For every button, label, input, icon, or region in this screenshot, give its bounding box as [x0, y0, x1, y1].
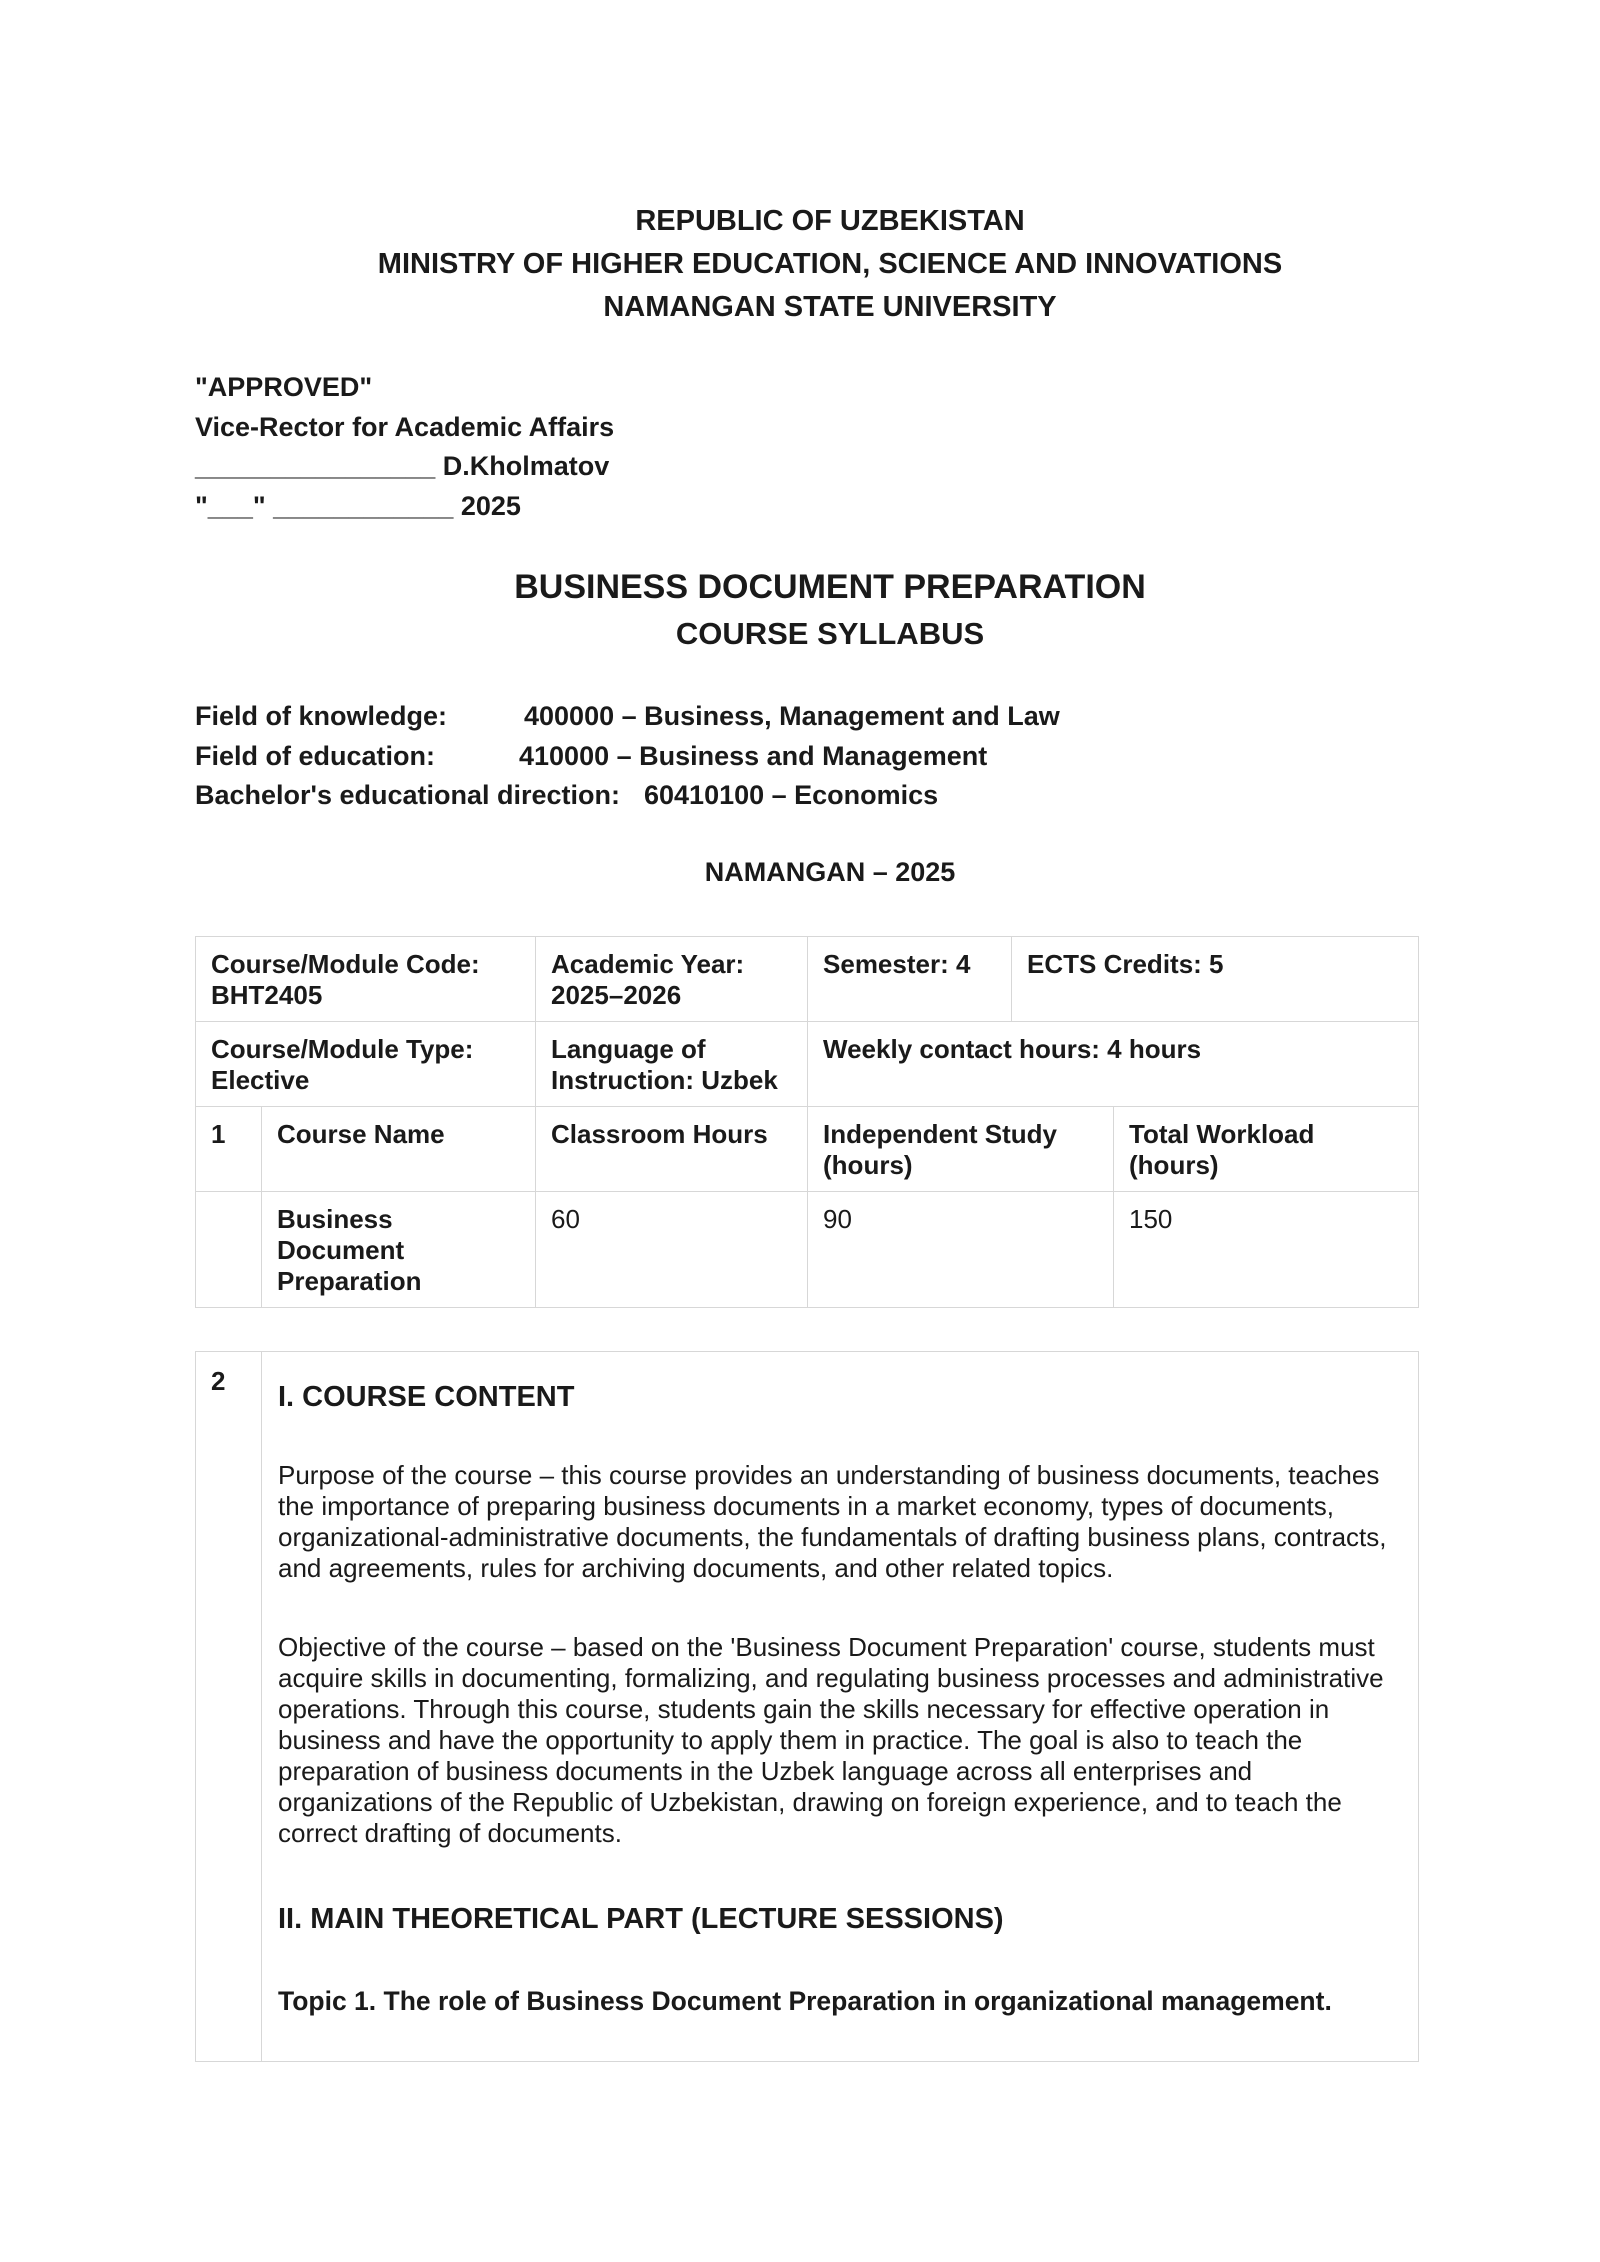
- content-cell: [262, 1352, 1419, 2062]
- weekly-hours-cell: Weekly contact hours: 4 hours: [808, 1022, 1419, 1107]
- table-row: [196, 1022, 1419, 1107]
- course-name-header: Course Name: [262, 1107, 536, 1192]
- field-label: Field of knowledge:: [195, 701, 448, 731]
- course-code-cell: Course/Module Code: BHT2405: [196, 937, 536, 1022]
- course-type-cell: Course/Module Type: Elective: [196, 1022, 536, 1107]
- ects-cell: ECTS Credits: 5: [1012, 937, 1419, 1022]
- table-row: [196, 937, 1419, 1022]
- country-name: REPUBLIC OF UZBEKISTAN: [635, 205, 1025, 237]
- document-header: [0, 200, 1600, 329]
- section-heading: I. COURSE CONTENT: [278, 1381, 575, 1413]
- field-label: Field of education:: [195, 740, 435, 771]
- classroom-hours-header: Classroom Hours: [536, 1107, 808, 1192]
- ministry-name: MINISTRY OF HIGHER EDUCATION, SCIENCE AND INNOVATIONS: [377, 248, 1283, 280]
- approval-block: [195, 368, 614, 526]
- date-line: "___" ____________ 2025: [195, 490, 521, 521]
- approved-label: "APPROVED": [195, 372, 373, 402]
- academic-year-cell: Academic Year: 2025–2026: [536, 937, 808, 1022]
- total-workload-header: Total Workload (hours): [1114, 1107, 1419, 1192]
- signature-line: ________________ D.Kholmatov: [195, 451, 610, 481]
- table-row: [196, 1192, 1419, 1308]
- classroom-hours-value: 60: [536, 1192, 808, 1308]
- semester-cell: Semester: 4: [808, 937, 1012, 1022]
- table-header-row: [196, 1107, 1419, 1192]
- course-name-value: Business Document Preparation: [262, 1192, 536, 1308]
- independent-study-value: 90: [808, 1192, 1114, 1308]
- approver-position: Vice-Rector for Academic Affairs: [195, 411, 615, 442]
- objective-paragraph: Objective of the course – based on the 'Business Document Preparation' course, students must acquire skills in documenting, formalizing, and regulating business processes and administrative operations. Through this course, students gain the skills necessary for effective operation in business and have the opportunity to apply them in practice. The goal is also to teach the preparation of business documents in the Uzbek language across all enterprises and organizations of the Republic of Uzbekistan, drawing on foreign experience, and to teach the correct drafting of documents.: [278, 1632, 1384, 1848]
- field-value: 410000 – Business and Management: [519, 740, 988, 771]
- field-value: 400000 – Business, Management and Law: [524, 701, 1060, 731]
- empty-cell: [196, 1192, 262, 1308]
- university-name: NAMANGAN STATE UNIVERSITY: [603, 291, 1057, 323]
- document-type: COURSE SYLLABUS: [675, 616, 985, 651]
- course-content-table: [195, 1351, 1419, 2062]
- independent-study-header: Independent Study (hours): [808, 1107, 1114, 1192]
- section-heading: II. MAIN THEORETICAL PART (LECTURE SESSIONS): [278, 1903, 1004, 1935]
- section-number: 2: [196, 1352, 262, 2062]
- field-value: 60410100 – Economics: [644, 780, 939, 810]
- row-number-cell: 1: [196, 1107, 262, 1192]
- language-cell: Language of Instruction: Uzbek: [536, 1022, 808, 1107]
- field-label: Bachelor's educational direction:: [195, 780, 621, 810]
- course-info-table: [195, 936, 1419, 1308]
- purpose-paragraph: Purpose of the course – this course provides an understanding of business documents, teaches the importance of preparing business documents in a market economy, types of documents, organizational-administrative documents, the fundamentals of drafting business plans, contracts, and agreements, rules for archiving documents, and other related topics.: [278, 1460, 1387, 1583]
- city-year: NAMANGAN – 2025: [704, 857, 956, 887]
- total-workload-value: 150: [1114, 1192, 1419, 1308]
- table-row: [196, 1352, 1419, 2062]
- topic-heading: Topic 1. The role of Business Document Preparation in organizational management.: [278, 1986, 1332, 2016]
- title-block: [0, 563, 1600, 657]
- course-title: BUSINESS DOCUMENT PREPARATION: [514, 568, 1146, 606]
